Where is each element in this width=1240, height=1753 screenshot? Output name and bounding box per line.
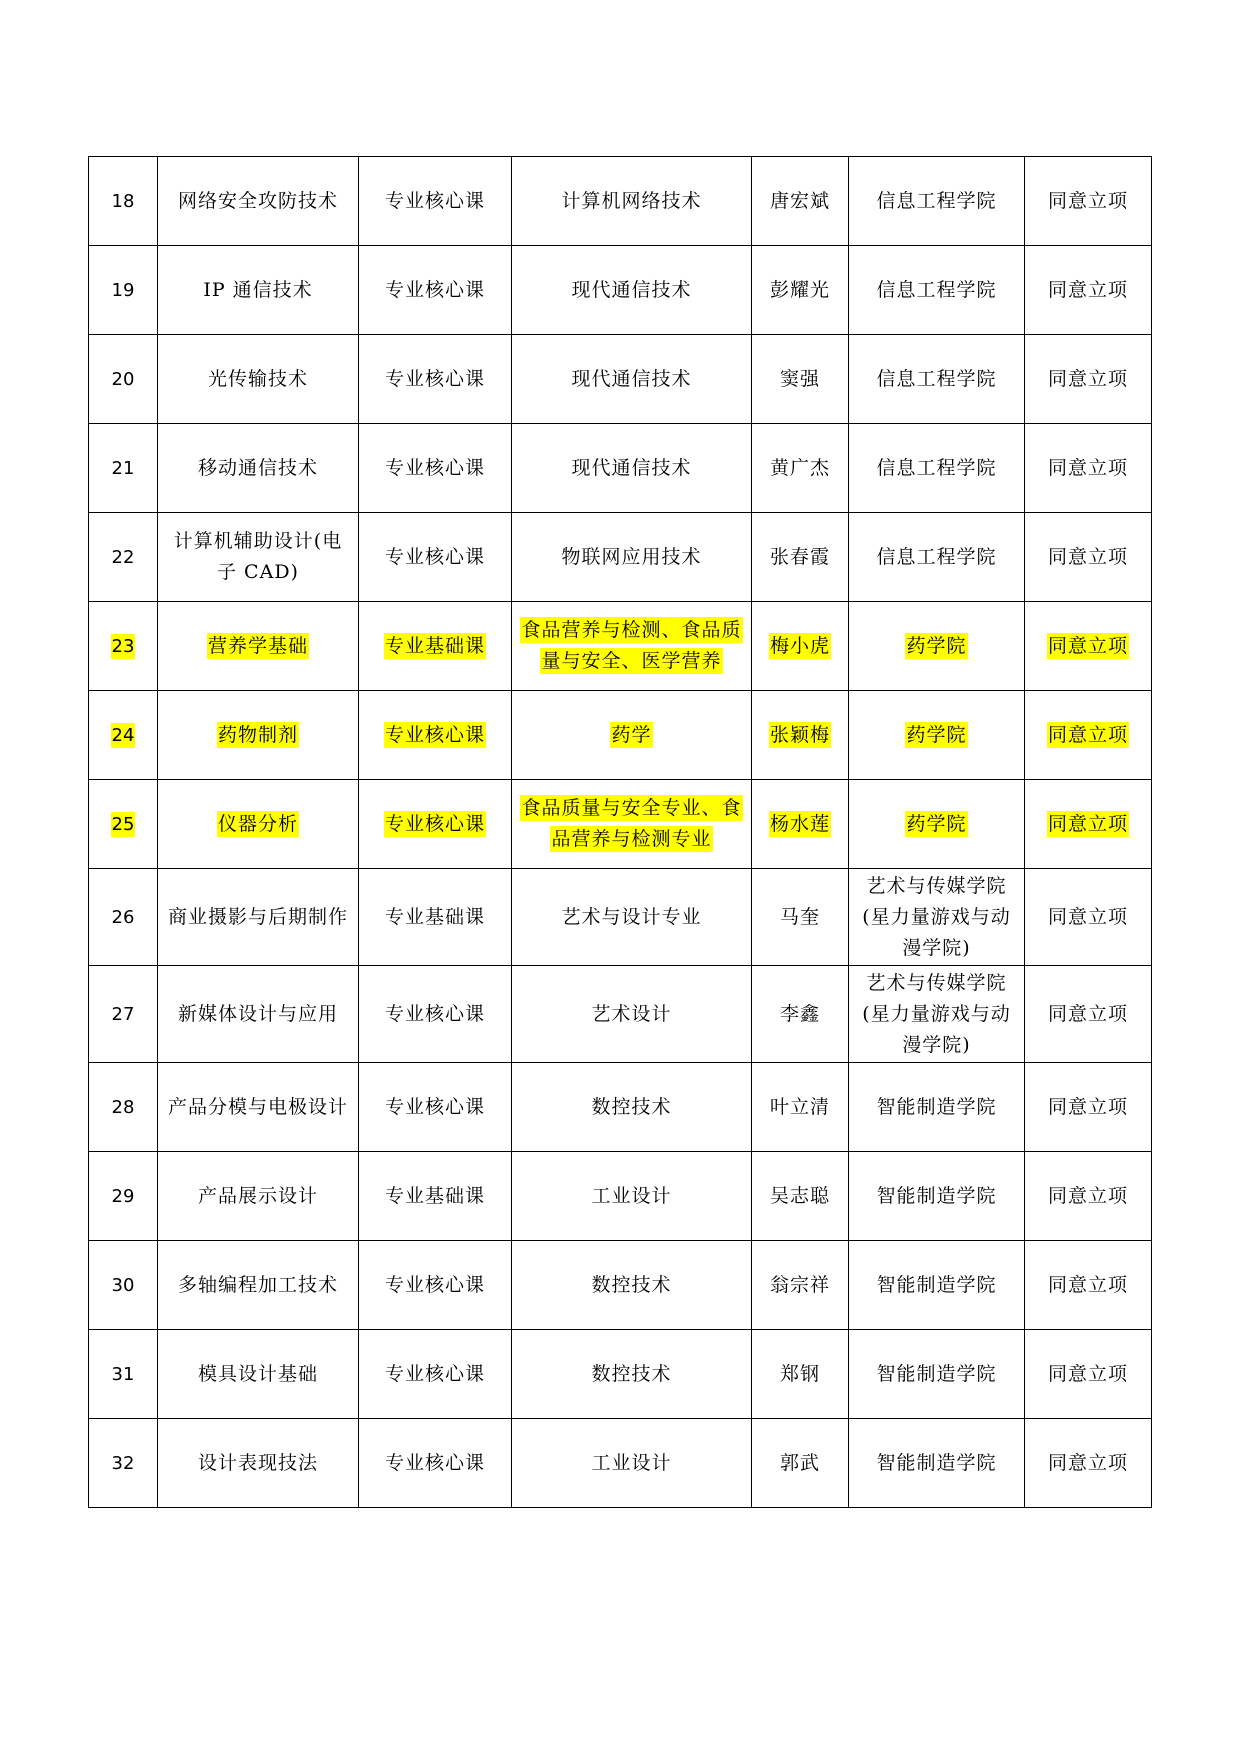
cell-course-name-text: 设计表现技法 bbox=[197, 1451, 318, 1474]
cell-major bbox=[512, 424, 752, 513]
cell-course-type bbox=[359, 424, 512, 513]
cell-course-type-text: 专业核心课 bbox=[384, 1095, 485, 1118]
cell-number-text: 22 bbox=[111, 546, 135, 568]
cell-number-text: 31 bbox=[111, 1363, 135, 1385]
cell-result bbox=[1025, 966, 1152, 1063]
cell-college bbox=[849, 1152, 1025, 1241]
cell-course-name-text: 移动通信技术 bbox=[197, 456, 318, 479]
cell-major-text: 食品质量与安全专业、食品营养与检测专业 bbox=[521, 797, 742, 850]
cell-number bbox=[89, 1063, 158, 1152]
table-row bbox=[89, 1063, 1152, 1152]
cell-leader bbox=[752, 1063, 849, 1152]
cell-number bbox=[89, 157, 158, 246]
cell-course-name bbox=[158, 1419, 359, 1508]
cell-course-type-text: 专业基础课 bbox=[384, 905, 485, 928]
cell-number bbox=[89, 513, 158, 602]
cell-course-name bbox=[158, 780, 359, 869]
cell-leader-text: 张春霞 bbox=[769, 545, 830, 568]
cell-course-type-text: 专业核心课 bbox=[384, 1002, 485, 1025]
cell-course-type-text: 专业核心课 bbox=[384, 456, 485, 479]
cell-major bbox=[512, 1241, 752, 1330]
cell-number bbox=[89, 966, 158, 1063]
cell-course-type bbox=[359, 1063, 512, 1152]
cell-leader-text: 唐宏斌 bbox=[769, 189, 830, 212]
cell-leader bbox=[752, 246, 849, 335]
cell-result-text: 同意立项 bbox=[1047, 1184, 1128, 1207]
cell-result bbox=[1025, 691, 1152, 780]
cell-result bbox=[1025, 1419, 1152, 1508]
cell-major bbox=[512, 780, 752, 869]
cell-college-text: 智能制造学院 bbox=[876, 1451, 997, 1474]
cell-course-type-text: 专业基础课 bbox=[384, 634, 485, 657]
cell-college-text: 艺术与传媒学院(星力量游戏与动漫学院) bbox=[862, 874, 1011, 959]
cell-result bbox=[1025, 869, 1152, 966]
table-row bbox=[89, 1419, 1152, 1508]
cell-major-text: 计算机网络技术 bbox=[561, 189, 702, 212]
table-row bbox=[89, 246, 1152, 335]
table-row bbox=[89, 335, 1152, 424]
cell-course-type bbox=[359, 780, 512, 869]
cell-course-type-text: 专业核心课 bbox=[384, 1362, 485, 1385]
cell-result-text: 同意立项 bbox=[1047, 812, 1128, 835]
cell-course-name bbox=[158, 1241, 359, 1330]
cell-number-text: 30 bbox=[111, 1274, 135, 1296]
cell-number bbox=[89, 602, 158, 691]
cell-leader-text: 李鑫 bbox=[779, 1002, 820, 1025]
cell-major-text: 数控技术 bbox=[591, 1095, 672, 1118]
cell-college-text: 信息工程学院 bbox=[876, 545, 997, 568]
cell-college-text: 信息工程学院 bbox=[876, 278, 997, 301]
cell-result-text: 同意立项 bbox=[1047, 189, 1128, 212]
cell-course-name bbox=[158, 157, 359, 246]
cell-course-type-text: 专业核心课 bbox=[384, 1273, 485, 1296]
cell-major-text: 艺术设计 bbox=[591, 1002, 672, 1025]
cell-leader-text: 窦强 bbox=[779, 367, 820, 390]
cell-leader bbox=[752, 513, 849, 602]
cell-course-type-text: 专业核心课 bbox=[384, 723, 485, 746]
cell-result bbox=[1025, 780, 1152, 869]
cell-course-name-text: 光传输技术 bbox=[207, 367, 308, 390]
cell-leader bbox=[752, 1330, 849, 1419]
table-row bbox=[89, 1330, 1152, 1419]
cell-number bbox=[89, 869, 158, 966]
cell-result bbox=[1025, 335, 1152, 424]
cell-major bbox=[512, 1419, 752, 1508]
cell-major bbox=[512, 157, 752, 246]
cell-major-text: 现代通信技术 bbox=[571, 456, 692, 479]
cell-major bbox=[512, 246, 752, 335]
cell-college bbox=[849, 1063, 1025, 1152]
cell-result bbox=[1025, 246, 1152, 335]
cell-leader bbox=[752, 1241, 849, 1330]
cell-number-text: 27 bbox=[111, 1003, 135, 1025]
cell-course-name bbox=[158, 246, 359, 335]
cell-college bbox=[849, 602, 1025, 691]
table-row bbox=[89, 966, 1152, 1063]
cell-course-type-text: 专业核心课 bbox=[384, 278, 485, 301]
cell-number-text: 20 bbox=[111, 368, 135, 390]
cell-result-text: 同意立项 bbox=[1047, 905, 1128, 928]
cell-major-text: 食品营养与检测、食品质量与安全、医学营养 bbox=[521, 619, 742, 672]
cell-course-type bbox=[359, 1241, 512, 1330]
cell-result bbox=[1025, 1152, 1152, 1241]
cell-leader bbox=[752, 157, 849, 246]
cell-major-text: 现代通信技术 bbox=[571, 367, 692, 390]
cell-course-name bbox=[158, 966, 359, 1063]
cell-college-text: 药学院 bbox=[906, 723, 967, 746]
cell-number-text: 18 bbox=[111, 190, 135, 212]
cell-course-type bbox=[359, 1330, 512, 1419]
cell-major-text: 物联网应用技术 bbox=[561, 545, 702, 568]
cell-leader bbox=[752, 966, 849, 1063]
cell-major bbox=[512, 966, 752, 1063]
cell-number bbox=[89, 1241, 158, 1330]
cell-course-name-text: 多轴编程加工技术 bbox=[177, 1273, 338, 1296]
cell-college bbox=[849, 691, 1025, 780]
cell-number bbox=[89, 691, 158, 780]
cell-course-type-text: 专业核心课 bbox=[384, 812, 485, 835]
cell-course-type-text: 专业核心课 bbox=[384, 1451, 485, 1474]
cell-leader-text: 郭武 bbox=[779, 1451, 820, 1474]
cell-course-name bbox=[158, 1330, 359, 1419]
cell-result bbox=[1025, 1063, 1152, 1152]
table-body bbox=[89, 157, 1152, 1508]
cell-major-text: 工业设计 bbox=[591, 1184, 672, 1207]
cell-major bbox=[512, 691, 752, 780]
cell-leader bbox=[752, 1152, 849, 1241]
cell-course-name bbox=[158, 1063, 359, 1152]
cell-course-type-text: 专业核心课 bbox=[384, 367, 485, 390]
cell-number-text: 25 bbox=[111, 813, 135, 835]
cell-result bbox=[1025, 1330, 1152, 1419]
cell-college-text: 药学院 bbox=[906, 812, 967, 835]
cell-college bbox=[849, 157, 1025, 246]
cell-result-text: 同意立项 bbox=[1047, 1095, 1128, 1118]
table-row bbox=[89, 424, 1152, 513]
cell-leader-text: 郑钢 bbox=[779, 1362, 820, 1385]
cell-result bbox=[1025, 602, 1152, 691]
cell-leader bbox=[752, 869, 849, 966]
cell-leader bbox=[752, 691, 849, 780]
cell-major bbox=[512, 513, 752, 602]
cell-leader-text: 翁宗祥 bbox=[769, 1273, 830, 1296]
cell-number bbox=[89, 335, 158, 424]
cell-college bbox=[849, 335, 1025, 424]
cell-course-name bbox=[158, 335, 359, 424]
cell-course-type bbox=[359, 335, 512, 424]
cell-number-text: 19 bbox=[111, 279, 135, 301]
cell-number-text: 23 bbox=[111, 635, 135, 657]
table-row bbox=[89, 1152, 1152, 1241]
cell-college-text: 药学院 bbox=[906, 634, 967, 657]
cell-result-text: 同意立项 bbox=[1047, 1273, 1128, 1296]
cell-college-text: 信息工程学院 bbox=[876, 189, 997, 212]
cell-course-name-text: 商业摄影与后期制作 bbox=[167, 905, 348, 928]
cell-result-text: 同意立项 bbox=[1047, 634, 1128, 657]
cell-leader bbox=[752, 780, 849, 869]
cell-course-name bbox=[158, 602, 359, 691]
cell-major-text: 药学 bbox=[611, 723, 652, 746]
cell-course-name-text: 营养学基础 bbox=[207, 634, 308, 657]
cell-college-text: 智能制造学院 bbox=[876, 1184, 997, 1207]
cell-leader bbox=[752, 424, 849, 513]
cell-number-text: 26 bbox=[111, 906, 135, 928]
cell-number bbox=[89, 780, 158, 869]
cell-result-text: 同意立项 bbox=[1047, 456, 1128, 479]
cell-result bbox=[1025, 513, 1152, 602]
cell-leader bbox=[752, 1419, 849, 1508]
table-row bbox=[89, 780, 1152, 869]
cell-college-text: 信息工程学院 bbox=[876, 456, 997, 479]
cell-course-type bbox=[359, 513, 512, 602]
cell-course-name bbox=[158, 691, 359, 780]
cell-result bbox=[1025, 1241, 1152, 1330]
cell-course-name bbox=[158, 513, 359, 602]
cell-result bbox=[1025, 157, 1152, 246]
table-row bbox=[89, 691, 1152, 780]
cell-course-name-text: 产品分模与电极设计 bbox=[167, 1095, 348, 1118]
cell-leader-text: 杨水莲 bbox=[769, 812, 830, 835]
cell-course-name bbox=[158, 869, 359, 966]
cell-leader bbox=[752, 335, 849, 424]
cell-course-name-text: 模具设计基础 bbox=[197, 1362, 318, 1385]
cell-number-text: 24 bbox=[111, 724, 135, 746]
cell-result-text: 同意立项 bbox=[1047, 367, 1128, 390]
cell-leader-text: 彭耀光 bbox=[769, 278, 830, 301]
cell-leader bbox=[752, 602, 849, 691]
cell-college bbox=[849, 1419, 1025, 1508]
table-row bbox=[89, 157, 1152, 246]
cell-college bbox=[849, 1241, 1025, 1330]
cell-major bbox=[512, 1152, 752, 1241]
cell-course-type bbox=[359, 1152, 512, 1241]
table-row bbox=[89, 869, 1152, 966]
cell-leader-text: 梅小虎 bbox=[769, 634, 830, 657]
cell-course-type bbox=[359, 1419, 512, 1508]
cell-college-text: 艺术与传媒学院(星力量游戏与动漫学院) bbox=[862, 971, 1011, 1056]
cell-major-text: 数控技术 bbox=[591, 1362, 672, 1385]
cell-college bbox=[849, 246, 1025, 335]
cell-course-type bbox=[359, 602, 512, 691]
cell-result bbox=[1025, 424, 1152, 513]
cell-major bbox=[512, 1063, 752, 1152]
cell-course-type bbox=[359, 691, 512, 780]
cell-course-type bbox=[359, 966, 512, 1063]
cell-number bbox=[89, 424, 158, 513]
cell-major bbox=[512, 1330, 752, 1419]
cell-number-text: 32 bbox=[111, 1452, 135, 1474]
cell-course-type-text: 专业核心课 bbox=[384, 545, 485, 568]
cell-major-text: 数控技术 bbox=[591, 1273, 672, 1296]
cell-course-type bbox=[359, 246, 512, 335]
cell-leader-text: 叶立清 bbox=[769, 1095, 830, 1118]
cell-course-name-text: 计算机辅助设计(电子 CAD) bbox=[173, 530, 343, 583]
cell-leader-text: 黄广杰 bbox=[769, 456, 830, 479]
cell-course-name-text: 产品展示设计 bbox=[197, 1184, 318, 1207]
cell-number bbox=[89, 1419, 158, 1508]
cell-result-text: 同意立项 bbox=[1047, 545, 1128, 568]
course-project-table bbox=[88, 156, 1152, 1508]
cell-result-text: 同意立项 bbox=[1047, 278, 1128, 301]
cell-number bbox=[89, 1330, 158, 1419]
cell-major-text: 现代通信技术 bbox=[571, 278, 692, 301]
cell-college bbox=[849, 780, 1025, 869]
cell-result-text: 同意立项 bbox=[1047, 1451, 1128, 1474]
cell-number bbox=[89, 1152, 158, 1241]
cell-college bbox=[849, 869, 1025, 966]
cell-college-text: 智能制造学院 bbox=[876, 1273, 997, 1296]
cell-course-name bbox=[158, 1152, 359, 1241]
cell-course-name-text: 药物制剂 bbox=[217, 723, 298, 746]
table-row bbox=[89, 513, 1152, 602]
cell-college-text: 智能制造学院 bbox=[876, 1362, 997, 1385]
cell-college bbox=[849, 1330, 1025, 1419]
cell-course-name bbox=[158, 424, 359, 513]
cell-college bbox=[849, 513, 1025, 602]
cell-number-text: 29 bbox=[111, 1185, 135, 1207]
cell-major bbox=[512, 869, 752, 966]
cell-major-text: 艺术与设计专业 bbox=[561, 905, 702, 928]
cell-course-name-text: IP 通信技术 bbox=[203, 278, 313, 301]
cell-course-type bbox=[359, 157, 512, 246]
cell-number-text: 28 bbox=[111, 1096, 135, 1118]
table-row bbox=[89, 1241, 1152, 1330]
cell-major bbox=[512, 335, 752, 424]
cell-course-type bbox=[359, 869, 512, 966]
cell-college-text: 信息工程学院 bbox=[876, 367, 997, 390]
cell-major-text: 工业设计 bbox=[591, 1451, 672, 1474]
cell-college bbox=[849, 424, 1025, 513]
cell-college-text: 智能制造学院 bbox=[876, 1095, 997, 1118]
cell-course-type-text: 专业基础课 bbox=[384, 1184, 485, 1207]
cell-result-text: 同意立项 bbox=[1047, 1362, 1128, 1385]
cell-college bbox=[849, 966, 1025, 1063]
cell-leader-text: 张颖梅 bbox=[769, 723, 830, 746]
cell-course-name-text: 仪器分析 bbox=[217, 812, 298, 835]
cell-course-name-text: 网络安全攻防技术 bbox=[177, 189, 338, 212]
table-row bbox=[89, 602, 1152, 691]
cell-major bbox=[512, 602, 752, 691]
cell-course-type-text: 专业核心课 bbox=[384, 189, 485, 212]
cell-result-text: 同意立项 bbox=[1047, 723, 1128, 746]
cell-number bbox=[89, 246, 158, 335]
cell-leader-text: 吴志聪 bbox=[769, 1184, 830, 1207]
cell-result-text: 同意立项 bbox=[1047, 1002, 1128, 1025]
cell-leader-text: 马奎 bbox=[779, 905, 820, 928]
cell-number-text: 21 bbox=[111, 457, 135, 479]
cell-course-name-text: 新媒体设计与应用 bbox=[177, 1002, 338, 1025]
